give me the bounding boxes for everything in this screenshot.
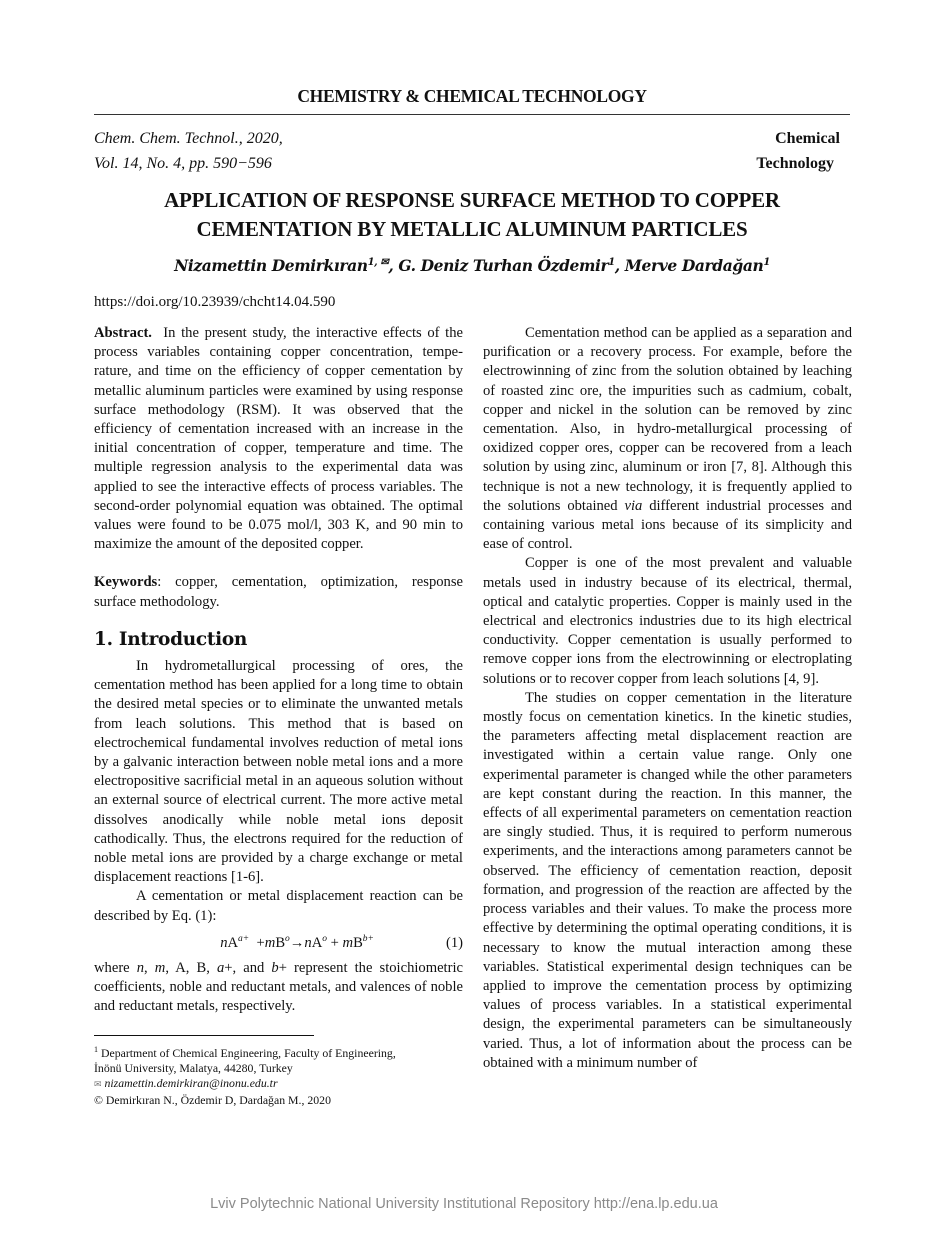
text-run: , (144, 959, 155, 976)
author-name: Merve Dardağan (624, 256, 764, 275)
eq-symbol: m (342, 934, 354, 951)
author-affiliation-mark: 1, ✉ (367, 256, 389, 268)
author-affiliation-mark: 1 (608, 256, 615, 268)
body-paragraph (94, 959, 463, 1017)
text-run: , A, B, (165, 959, 217, 976)
equation-1 (94, 930, 463, 953)
journal-name-line-2: Technology (756, 155, 834, 172)
eq-superscript: a+ (238, 933, 250, 944)
right-column (483, 324, 852, 1073)
body-paragraph: Copper is one of the most prevalent and valuable metals used in industry because of its electrical, thermal, optical and catalytic properties. Copper is mainly used in the electrical and electronics industries due to its high electrical conductivity. Copper cementation is usually performed to remove copper ions from the electrowinning or electroplating solutions or to recover copper from leach solutions [4, 9]. (483, 555, 852, 687)
eq-symbol: n (304, 934, 312, 951)
affiliation-text: Department of Chemical Engineering, Faculty of Engineering, (98, 1045, 396, 1060)
text-run: Cementation method can be applied as a separation and purification or a recovery process. For example, before the electrowinning of zinc from the solution obtained by leaching of roasted zinc ore, the impurities such as cadmium, cobalt, copper and nickel in the solution can be removed by zinc cementation. Also, in hydro-metallurgical processing of oxidized copper ores, copper can be recovered from a leach solution by using zinc, aluminum or iron [7, 8]. Although this technique is not a new technology, it is frequently applied to the solutions obtained (483, 325, 852, 514)
eq-symbol: A (311, 934, 323, 951)
eq-symbol: A (227, 934, 239, 951)
eq-arrow: → (289, 934, 305, 951)
author-name: Nizamettin Demirkıran (174, 256, 368, 275)
text-run: m (154, 959, 166, 976)
paper-title (94, 186, 850, 244)
text-run: +, and (224, 959, 272, 976)
email-link[interactable]: nizamettin.demirkiran@inonu.edu.tr (104, 1076, 278, 1091)
doi-line (94, 294, 335, 311)
author-affiliation-mark: 1 (763, 256, 770, 268)
text-run: a (217, 959, 225, 976)
envelope-icon: ✉ (94, 1079, 102, 1090)
title-line-2: CEMENTATION BY METALLIC ALUMINUM PARTICLES (196, 217, 748, 241)
eq-operator: + (252, 934, 265, 951)
left-column (94, 324, 463, 1108)
footnote-rule (94, 1035, 314, 1036)
eq-operator: + (326, 934, 343, 951)
text-run: n (136, 959, 145, 976)
eq-superscript: b+ (362, 933, 374, 944)
footnotes (94, 1042, 463, 1109)
equation-number: (1) (445, 934, 463, 951)
journal-header: CHEMISTRY & CHEMICAL TECHNOLOGY (297, 86, 647, 106)
author-name: G. Deniz Turhan Özdemir (398, 256, 609, 275)
body-paragraph: The studies on copper cementation in the literature mostly focus on cementation kinetics. In the kinetic studies, the parameters affecting metal displacement reaction are investigated within a certain value range. Only one experimental parameter is changed while the other parameters are kept constant during the reaction. In this manner, the effects of all experimental parameters on cementation reaction are singly studied. Thus, it is required to perform numerous experiments, and the interactions among parameters cannot be observed. The efficiency of cementation reaction, deposit formation, and progression of the reaction are affected by the process variables and their values. To make the process more effective by determining the optimal operating conditions, it is necessary to know the mutual interaction among these variables. Statistical experimental design techniques can be applied to improve the cementation process by optimizing values of process variables. In a statistical experimental design, the experimental parameters can be simultaneously varied. Thus, a lot of information about the process can be obtained with a minimum number of (483, 689, 852, 1071)
abstract (94, 324, 463, 554)
section-heading: 1. Introduction (94, 628, 248, 650)
eq-superscript: o (322, 933, 327, 944)
title-line-1: APPLICATION OF RESPONSE SURFACE METHOD TO COPPER (164, 188, 780, 212)
abstract-text: In the present study, the interactive effects of the process variables containing copper concentration, tempe-rature, and time on the efficiency of copper cementation by metallic aluminum particles were examined by using response surface methodology (RSM). It was observed that the efficiency of cementation increased with an increase in the initial concentration of copper, temperature and time. The multiple regression analysis to the experimental data was applied to see the interactive effects of process variables. The second-order polynomial equation was obtained. The optimal values were found to be 0.075 mol/l, 303 K, and 90 min to maximize the amount of the deposited copper. (94, 325, 463, 553)
equation-body (220, 930, 374, 953)
text-run: via (624, 497, 643, 514)
body-paragraph (483, 324, 852, 554)
text-run: b (271, 959, 279, 976)
eq-symbol: n (220, 934, 228, 951)
affiliation-mark: 1 (94, 1044, 98, 1054)
keywords-label: Keywords (94, 574, 158, 591)
eq-symbol: B (353, 934, 363, 951)
copyright: © Demirkıran N., Özdemir D, Dardağan M., 2020 (94, 1092, 331, 1107)
header-rule (94, 114, 850, 115)
email-line (94, 1076, 463, 1093)
keywords-text: : copper, cementation, optimization, response surface methodology. (94, 574, 463, 610)
body-paragraph: In hydrometallurgical processing of ores, the cementation method has been applied for a long time to obtain the desired metal species or to eliminate the unwanted metals from leach solutions. This method that is based on electrochemical fundamental involves reduction of metal ions by a galvanic interaction between noble metal ions and a more electropositive sacrificial metal in an aqueous solution without an external source of electrical current. The more active metal dissolves anodically while noble metal ions deposit cathodically. Thus, the electrons required for the reduction of noble metal ions are provided by a charge exchange or metal displacement reactions [1-6]. (94, 658, 463, 886)
text-run: + represent the stoichiometric coefficients, noble and reductant metals, and valences of noble and reductant metals, respectively. (94, 959, 463, 1015)
abstract-label: Abstract. (94, 325, 152, 341)
keywords (94, 573, 463, 611)
citation-line-2: Vol. 14, No. 4, pp. 590−596 (94, 155, 272, 172)
author-list: Nizamettin Demirkıran$^{1, ✉}$, G. Deniz Turhan Özdemir$^1$, Merve Dardağan$^1$ (174, 256, 770, 275)
eq-superscript: o (285, 933, 290, 944)
eq-symbol: B (275, 934, 286, 951)
repository-footer: Lviv Polytechnic National University Institutional Repository http://ena.lp.edu.ua (210, 1196, 718, 1212)
citation-line-1: Chem. Chem. Technol., 2020, (94, 130, 283, 147)
text-run: where (94, 959, 137, 976)
eq-symbol: m (264, 934, 276, 951)
affiliation-line-2: İnönü University, Malatya, 44280, Turkey (94, 1060, 293, 1075)
affiliation (94, 1042, 463, 1061)
citation-info (94, 126, 283, 176)
doi-link[interactable]: https://doi.org/10.23939/chcht14.04.590 (94, 294, 336, 310)
journal-name-block (756, 126, 840, 176)
journal-name-line-1: Chemical (775, 130, 840, 147)
body-paragraph: A cementation or metal displacement reaction can be described by Eq. (1): (94, 888, 463, 924)
text-run: different industrial processes and containing various metal ions because of its simplicity and ease of control. (483, 497, 852, 553)
